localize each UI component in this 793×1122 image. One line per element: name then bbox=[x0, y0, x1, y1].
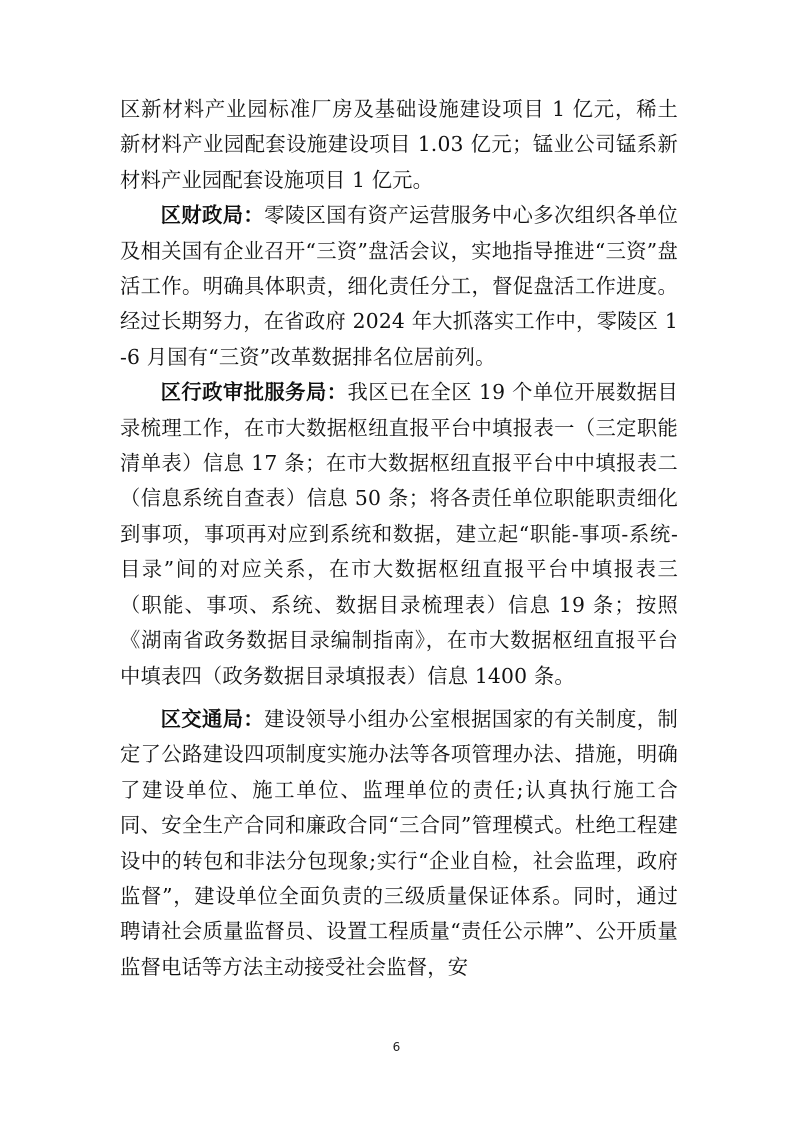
paragraph-lead: 区财政局： bbox=[160, 203, 265, 228]
paragraph-finance-bureau bbox=[120, 198, 678, 375]
paragraph-text: 我区已在全区 19 个单位开展数据目录梳理工作，在市大数据枢纽直报平台中填报表一（三定职能清单表）信息 17 条；在市大数据枢纽直报平台中中填报表二（信息系统自查表）信息 50 条；将各责任单位职能职责细化到事项，事项再对应到系统和数据，建立起“职能-事项-系统-目录”间的对应关系，在市大数据枢纽直报平台中填报表三（职能、事项、系统、数据目录梳理表）信息 19 条；按照《湖南省政务数据目录编制指南》，在市大数据枢纽直报平台中填表四（政务数据目录填报表）信息 1400 条。 bbox=[120, 380, 678, 688]
paragraph-transport-bureau bbox=[120, 702, 678, 985]
paragraph-text: 建设领导小组办公室根据国家的有关制度，制定了公路建设四项制度实施办法等各项管理办法、措施，明确了建设单位、施工单位、监理单位的责任;认真执行施工合同、安全生产合同和廉政合同“三合同”管理模式。杜绝工程建设中的转包和非法分包现象;实行“企业自检，社会监理，政府监督”，建设单位全面负责的三级质量保证体系。同时，通过聘请社会质量监督员、设置工程质量“责任公示牌”、公开质量监督电话等方法主动接受社会监督，安 bbox=[120, 706, 678, 979]
page-number: 6 bbox=[392, 1040, 401, 1054]
paragraph-lead: 区交通局： bbox=[160, 706, 265, 731]
paragraph-administrative-approval-bureau bbox=[120, 375, 678, 694]
document-body bbox=[120, 92, 678, 985]
paragraph-project-list bbox=[120, 92, 678, 198]
paragraph-lead: 区行政审批服务局： bbox=[160, 380, 348, 405]
paragraph-text: 区新材料产业园标准厂房及基础设施建设项目 1 亿元，稀土新材料产业园配套设施建设项目 1.03 亿元；锰业公司锰系新材料产业园配套设施项目 1 亿元。 bbox=[120, 97, 678, 192]
paragraph-text: 零陵区国有资产运营服务中心多次组织各单位及相关国有企业召开“三资”盘活会议，实地指导推进“三资”盘活工作。明确具体职责，细化责任分工，督促盘活工作进度。经过长期努力，在省政府 2024 年大抓落实工作中，零陵区 1-6 月国有“三资”改革数据排名位居前列。 bbox=[120, 203, 678, 369]
